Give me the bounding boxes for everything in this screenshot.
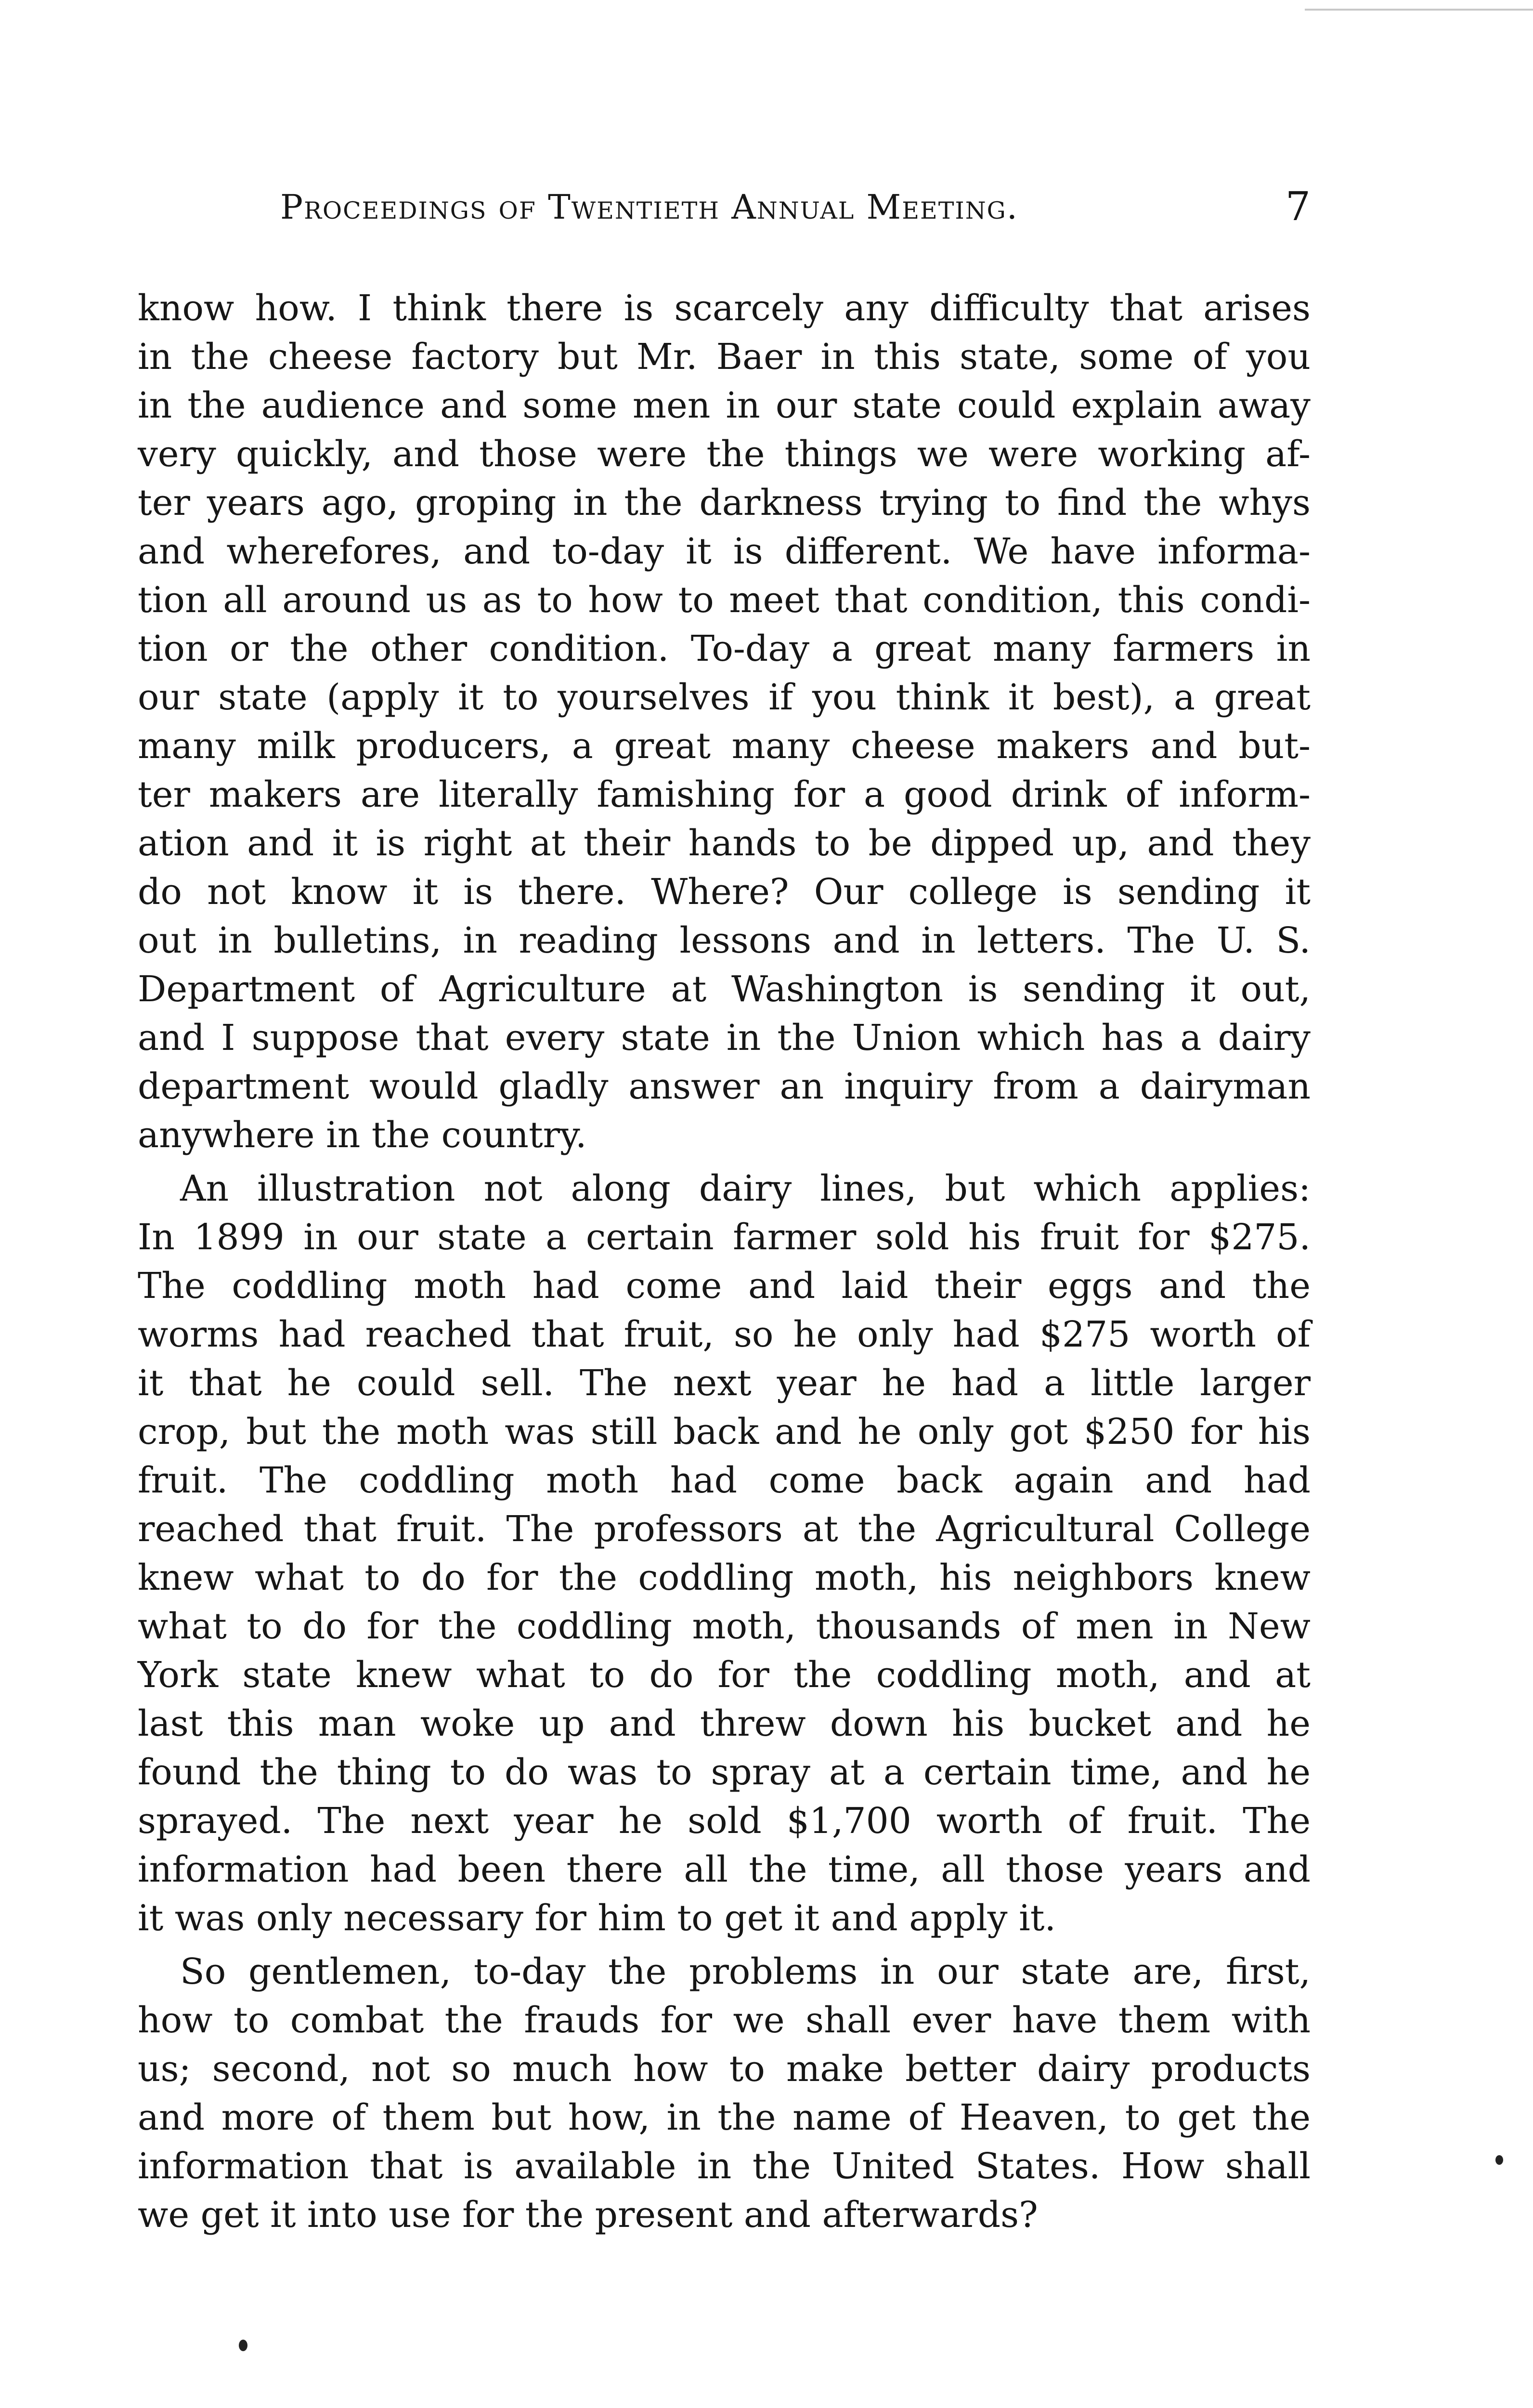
text-line: and I suppose that every state in the Union which has a dairy bbox=[138, 1017, 1311, 1059]
text-line: information that is available in the United States. How shall bbox=[138, 2146, 1311, 2187]
paragraph bbox=[138, 1948, 1311, 2239]
text-line: So gentlemen, to-day the problems in our state are, first, bbox=[180, 1951, 1311, 1992]
text-line: us; second, not so much how to make better dairy products bbox=[138, 2048, 1311, 2090]
text-line: York state knew what to do for the coddling moth, and at bbox=[138, 1654, 1311, 1696]
text-line: know how. I think there is scarcely any difficulty that arises bbox=[138, 288, 1311, 329]
text-line: out in bulletins, in reading lessons and in letters. The U. S. bbox=[138, 920, 1311, 961]
text-line: Department of Agriculture at Washington is sending it out, bbox=[138, 968, 1311, 1010]
text-line: ation and it is right at their hands to be dipped up, and they bbox=[138, 823, 1311, 864]
page-number: 7 bbox=[1285, 184, 1311, 230]
text-line: last this man woke up and threw down his bucket and he bbox=[138, 1703, 1311, 1744]
text-line: An illustration not along dairy lines, but which applies: bbox=[180, 1168, 1311, 1209]
scan-edge-rule bbox=[1305, 9, 1533, 11]
text-line: knew what to do for the coddling moth, his neighbors knew bbox=[138, 1557, 1311, 1598]
text-line: in the audience and some men in our state could explain away bbox=[138, 385, 1311, 426]
text-line: information had been there all the time, all those years and bbox=[138, 1849, 1311, 1890]
text-line: fruit. The coddling moth had come back again and had bbox=[138, 1460, 1311, 1501]
scan-speck bbox=[1495, 2155, 1503, 2165]
text-line: it was only necessary for him to get it and apply it. bbox=[138, 1898, 1056, 1939]
text-line: our state (apply it to yourselves if you think it best), a great bbox=[138, 677, 1311, 718]
text-line: ter years ago, groping in the darkness trying to find the whys bbox=[138, 482, 1311, 523]
text-line: how to combat the frauds for we shall ever have them with bbox=[138, 2000, 1311, 2041]
text-line: we get it into use for the present and afterwards? bbox=[138, 2194, 1038, 2236]
body-text bbox=[138, 284, 1311, 2239]
text-line: found the thing to do was to spray at a certain time, and he bbox=[138, 1752, 1311, 1793]
text-line: many milk producers, a great many cheese makers and but- bbox=[138, 725, 1311, 767]
text-line: it that he could sell. The next year he had a little larger bbox=[138, 1362, 1311, 1404]
paragraph bbox=[138, 284, 1311, 1160]
text-line: The coddling moth had come and laid their eggs and the bbox=[138, 1265, 1311, 1307]
text-line: department would gladly answer an inquiry from a dairyman bbox=[138, 1066, 1311, 1107]
text-line: reached that fruit. The professors at the Agricultural College bbox=[138, 1508, 1311, 1550]
scan-speck bbox=[239, 2340, 247, 2351]
text-line: what to do for the coddling moth, thousands of men in New bbox=[138, 1606, 1311, 1647]
text-line: in the cheese factory but Mr. Baer in this state, some of you bbox=[138, 336, 1311, 378]
text-line: sprayed. The next year he sold $1,700 worth of fruit. The bbox=[138, 1800, 1311, 1842]
text-line: do not know it is there. Where? Our college is sending it bbox=[138, 871, 1311, 913]
page-header bbox=[138, 178, 1311, 236]
text-line: crop, but the moth was still back and he only got $250 for his bbox=[138, 1411, 1311, 1453]
text-line: and wherefores, and to-day it is different. We have informa- bbox=[138, 531, 1311, 572]
text-line: worms had reached that fruit, so he only had $275 worth of bbox=[138, 1314, 1311, 1355]
text-line: and more of them but how, in the name of Heaven, to get the bbox=[138, 2097, 1311, 2138]
text-line: anywhere in the country. bbox=[138, 1114, 587, 1156]
text-line: tion all around us as to how to meet that condition, this condi- bbox=[138, 579, 1311, 621]
running-head: Proceedings of Twentieth Annual Meeting. bbox=[280, 187, 1019, 227]
text-line: very quickly, and those were the things we were working af- bbox=[138, 433, 1311, 475]
text-line: tion or the other condition. To-day a great many farmers in bbox=[138, 628, 1311, 669]
text-line: ter makers are literally famishing for a good drink of inform- bbox=[138, 774, 1311, 815]
paragraph bbox=[138, 1165, 1311, 1943]
text-line: In 1899 in our state a certain farmer sold his fruit for $275. bbox=[138, 1217, 1311, 1258]
